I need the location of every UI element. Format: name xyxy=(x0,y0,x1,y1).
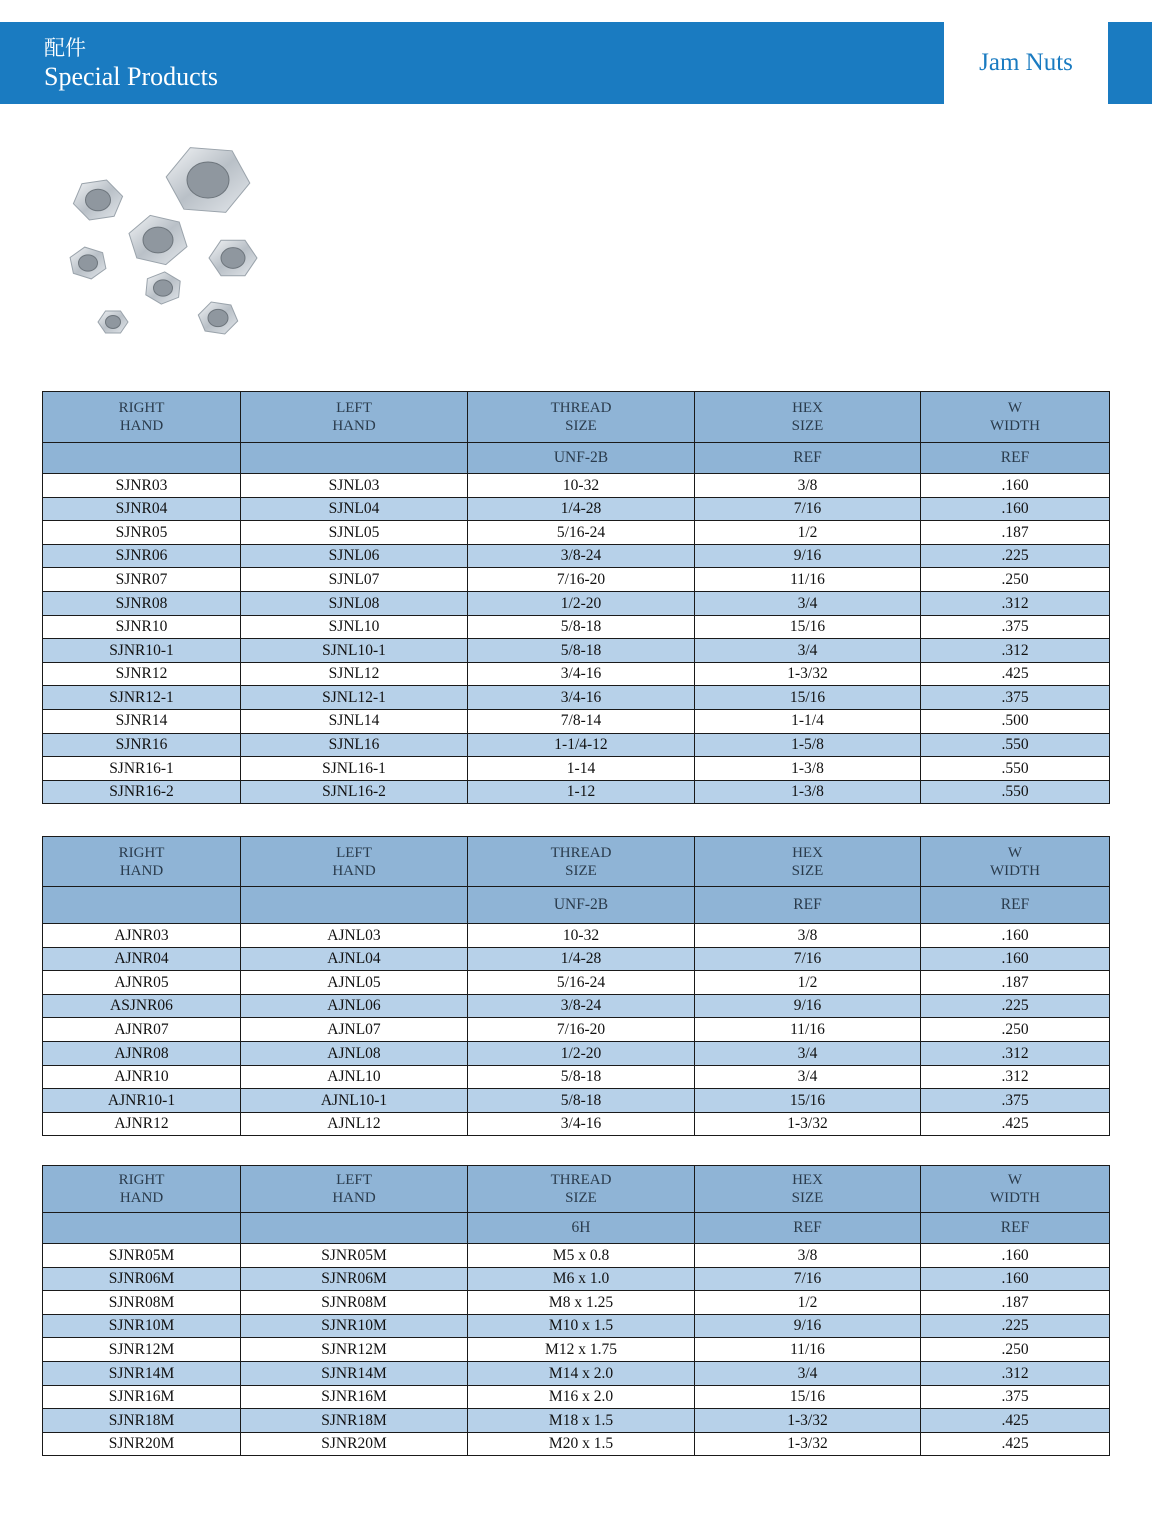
left-hand-cell: SJNL04 xyxy=(241,497,468,521)
thread-size-cell: 5/16-24 xyxy=(468,971,695,995)
hex-size-cell: 1-3/32 xyxy=(695,662,921,686)
right-hand-header xyxy=(43,837,241,887)
w-width-cell: .225 xyxy=(921,544,1110,568)
jam-nuts-photo xyxy=(58,140,268,345)
w-width-cell: .160 xyxy=(921,474,1110,498)
left-hand-cell: AJNL12 xyxy=(241,1112,468,1136)
hex-size-cell: 1-1/4 xyxy=(695,709,921,733)
table-row xyxy=(43,521,1110,545)
table-row xyxy=(43,780,1110,804)
nut-hole xyxy=(187,162,229,198)
thread-size-cell: M16 x 2.0 xyxy=(468,1385,695,1409)
header-label: SIZE xyxy=(565,418,597,434)
right-hand-header xyxy=(43,392,241,443)
right-hand-cell: SJNR06 xyxy=(43,544,241,568)
table-row xyxy=(43,662,1110,686)
thread-size-cell: 1/2-20 xyxy=(468,591,695,615)
hex-size-cell: 9/16 xyxy=(695,544,921,568)
header-label: RIGHT xyxy=(118,1172,165,1188)
w-width-cell: .550 xyxy=(921,733,1110,757)
w-width-cell: .550 xyxy=(921,757,1110,781)
right-hand-cell: SJNR05 xyxy=(43,521,241,545)
left-hand-subheader xyxy=(241,887,468,924)
left-hand-cell: SJNR05M xyxy=(241,1244,468,1268)
hex-size-cell: 7/16 xyxy=(695,1267,921,1291)
header-label: SIZE xyxy=(791,862,824,879)
header-label: THREAD xyxy=(550,1172,612,1188)
jam-nut-table-1 xyxy=(42,391,1110,804)
left-hand-cell: SJNL14 xyxy=(241,709,468,733)
header-label: HAND xyxy=(332,862,376,879)
hex-size-cell: 3/4 xyxy=(695,1041,921,1065)
left-hand-header xyxy=(241,1166,468,1213)
right-hand-cell: SJNR16M xyxy=(43,1385,241,1409)
w-width-cell: .425 xyxy=(921,1409,1110,1433)
table-row xyxy=(43,709,1110,733)
header-label: LEFT xyxy=(336,844,372,861)
right-hand-cell: SJNR18M xyxy=(43,1409,241,1433)
left-hand-cell: SJNR10M xyxy=(241,1314,468,1338)
thread-size-cell: 3/4-16 xyxy=(468,686,695,710)
header-label: HAND xyxy=(119,1190,164,1206)
right-hand-cell: SJNR10M xyxy=(43,1314,241,1338)
w-width-cell: .375 xyxy=(921,615,1110,639)
thread-size-cell: 7/8-14 xyxy=(468,709,695,733)
left-hand-cell: SJNL08 xyxy=(241,591,468,615)
w-width-cell: .312 xyxy=(921,591,1110,615)
table-row xyxy=(43,497,1110,521)
hex-size-cell: 9/16 xyxy=(695,994,921,1018)
w-width-cell: .312 xyxy=(921,1065,1110,1089)
right-hand-subheader xyxy=(43,887,241,924)
hex-size-cell: 15/16 xyxy=(695,615,921,639)
thread-size-subheader: 6H xyxy=(468,1213,695,1244)
header-row xyxy=(43,1166,1110,1213)
table-row xyxy=(43,1409,1110,1433)
w-width-cell: .425 xyxy=(921,1432,1110,1456)
left-hand-cell: AJNL08 xyxy=(241,1041,468,1065)
header-row xyxy=(43,837,1110,887)
thread-size-cell: 10-32 xyxy=(468,924,695,948)
table-row xyxy=(43,615,1110,639)
left-hand-cell: SJNL07 xyxy=(241,568,468,592)
nut-hole xyxy=(86,189,111,211)
w-width-cell: .550 xyxy=(921,780,1110,804)
hex-size-subheader: REF xyxy=(695,1213,921,1244)
left-hand-cell: SJNL12-1 xyxy=(241,686,468,710)
header-label: HEX xyxy=(792,400,823,416)
thread-size-cell: M6 x 1.0 xyxy=(468,1267,695,1291)
right-hand-cell: SJNR03 xyxy=(43,474,241,498)
hex-size-cell: 3/8 xyxy=(695,924,921,948)
hex-size-cell: 3/4 xyxy=(695,591,921,615)
thread-size-cell: 1-12 xyxy=(468,780,695,804)
jam-nut-table-2 xyxy=(42,836,1110,1136)
left-hand-cell: SJNL16-1 xyxy=(241,757,468,781)
thread-size-cell: 1-14 xyxy=(468,757,695,781)
thread-size-cell: 1/4-28 xyxy=(468,497,695,521)
header-label: HAND xyxy=(119,862,164,879)
left-hand-cell: SJNL05 xyxy=(241,521,468,545)
table-row xyxy=(43,686,1110,710)
right-hand-cell: AJNR04 xyxy=(43,947,241,971)
table-row xyxy=(43,1112,1110,1136)
w-width-header xyxy=(921,837,1110,887)
header-label: W xyxy=(1007,400,1023,416)
subheader-row xyxy=(43,443,1110,474)
header-label: SIZE xyxy=(565,1190,597,1206)
hex-size-header xyxy=(695,837,921,887)
w-width-cell: .375 xyxy=(921,686,1110,710)
right-hand-cell: SJNR12 xyxy=(43,662,241,686)
thread-size-header xyxy=(468,392,695,443)
w-width-cell: .187 xyxy=(921,521,1110,545)
right-hand-subheader xyxy=(43,1213,241,1244)
w-width-subheader: REF xyxy=(921,887,1110,924)
right-hand-subheader xyxy=(43,443,241,474)
table-row xyxy=(43,924,1110,948)
w-width-cell: .375 xyxy=(921,1385,1110,1409)
accent-bar xyxy=(1108,22,1152,104)
left-hand-cell: SJNR08M xyxy=(241,1291,468,1315)
header-label: LEFT xyxy=(336,400,372,416)
table-row xyxy=(43,1244,1110,1268)
table-row xyxy=(43,733,1110,757)
table-row xyxy=(43,1385,1110,1409)
right-hand-cell: SJNR16-2 xyxy=(43,780,241,804)
w-width-cell: .312 xyxy=(921,1361,1110,1385)
header-label: HEX xyxy=(792,844,823,861)
header-label: RIGHT xyxy=(118,844,165,861)
right-hand-cell: AJNR12 xyxy=(43,1112,241,1136)
hex-size-cell: 1-3/32 xyxy=(695,1112,921,1136)
left-hand-cell: SJNR20M xyxy=(241,1432,468,1456)
left-hand-header xyxy=(241,392,468,443)
header-label: WIDTH xyxy=(990,862,1040,879)
nut-hole xyxy=(221,248,245,269)
left-hand-cell: SJNL12 xyxy=(241,662,468,686)
thread-size-cell: M5 x 0.8 xyxy=(468,1244,695,1268)
thread-size-cell: 3/4-16 xyxy=(468,1112,695,1136)
thread-size-cell: 5/8-18 xyxy=(468,1089,695,1113)
header-row xyxy=(43,392,1110,443)
nut-hole xyxy=(208,309,228,326)
table-row xyxy=(43,568,1110,592)
hex-size-cell: 7/16 xyxy=(695,947,921,971)
thread-size-subheader: UNF-2B xyxy=(468,887,695,924)
w-width-cell: .425 xyxy=(921,1112,1110,1136)
left-hand-header xyxy=(241,837,468,887)
right-hand-cell: SJNR08M xyxy=(43,1291,241,1315)
hex-size-cell: 3/4 xyxy=(695,639,921,663)
left-hand-cell: SJNL16-2 xyxy=(241,780,468,804)
left-hand-cell: SJNR16M xyxy=(241,1385,468,1409)
hex-size-cell: 1-3/32 xyxy=(695,1409,921,1433)
table-row xyxy=(43,1291,1110,1315)
w-width-cell: .187 xyxy=(921,971,1110,995)
right-hand-header xyxy=(43,1166,241,1213)
hex-size-subheader: REF xyxy=(695,887,921,924)
thread-size-cell: M14 x 2.0 xyxy=(468,1361,695,1385)
right-hand-cell: SJNR16-1 xyxy=(43,757,241,781)
thread-size-header xyxy=(468,837,695,887)
right-hand-cell: SJNR12-1 xyxy=(43,686,241,710)
chinese-title: 配件 xyxy=(44,36,86,60)
w-width-cell: .375 xyxy=(921,1089,1110,1113)
w-width-cell: .500 xyxy=(921,709,1110,733)
table-row xyxy=(43,591,1110,615)
thread-size-cell: 5/8-18 xyxy=(468,1065,695,1089)
w-width-cell: .160 xyxy=(921,1244,1110,1268)
hex-size-cell: 3/4 xyxy=(695,1065,921,1089)
right-hand-cell: SJNR08 xyxy=(43,591,241,615)
w-width-subheader: REF xyxy=(921,1213,1110,1244)
header-label: THREAD xyxy=(550,844,612,861)
hex-size-cell: 1/2 xyxy=(695,971,921,995)
right-hand-cell: SJNR07 xyxy=(43,568,241,592)
hex-size-cell: 11/16 xyxy=(695,1338,921,1362)
left-hand-subheader xyxy=(241,443,468,474)
right-hand-cell: SJNR16 xyxy=(43,733,241,757)
thread-size-cell: 3/4-16 xyxy=(468,662,695,686)
right-hand-cell: SJNR05M xyxy=(43,1244,241,1268)
header-label: W xyxy=(1007,1172,1023,1188)
right-hand-cell: AJNR05 xyxy=(43,971,241,995)
left-hand-cell: AJNL10-1 xyxy=(241,1089,468,1113)
header-label: LEFT xyxy=(336,1172,372,1188)
header-label: WIDTH xyxy=(990,1190,1040,1206)
left-hand-cell: SJNR06M xyxy=(241,1267,468,1291)
hex-size-cell: 15/16 xyxy=(695,686,921,710)
table-row xyxy=(43,1267,1110,1291)
header-label: WIDTH xyxy=(990,418,1040,434)
w-width-cell: .160 xyxy=(921,947,1110,971)
hex-size-cell: 9/16 xyxy=(695,1314,921,1338)
right-hand-cell: ASJNR06 xyxy=(43,994,241,1018)
table-row xyxy=(43,1018,1110,1042)
table-row xyxy=(43,1089,1110,1113)
subheader-row xyxy=(43,887,1110,924)
w-width-cell: .250 xyxy=(921,1018,1110,1042)
right-hand-cell: AJNR10 xyxy=(43,1065,241,1089)
hex-size-cell: 1/2 xyxy=(695,521,921,545)
w-width-cell: .250 xyxy=(921,1338,1110,1362)
w-width-cell: .225 xyxy=(921,994,1110,1018)
left-hand-cell: SJNL03 xyxy=(241,474,468,498)
header-banner xyxy=(0,22,944,104)
table-row xyxy=(43,1338,1110,1362)
w-width-cell: .250 xyxy=(921,568,1110,592)
page-title: Special Products xyxy=(44,62,219,91)
w-width-cell: .312 xyxy=(921,639,1110,663)
hex-size-cell: 7/16 xyxy=(695,497,921,521)
hex-size-subheader: REF xyxy=(695,443,921,474)
left-hand-cell: SJNL10-1 xyxy=(241,639,468,663)
thread-size-cell: 5/8-18 xyxy=(468,615,695,639)
left-hand-cell: SJNR18M xyxy=(241,1409,468,1433)
header-label: RIGHT xyxy=(118,400,165,416)
left-hand-cell: AJNL05 xyxy=(241,971,468,995)
right-hand-cell: SJNR06M xyxy=(43,1267,241,1291)
header-label: HAND xyxy=(332,418,376,434)
thread-size-subheader: UNF-2B xyxy=(468,443,695,474)
hex-size-cell: 11/16 xyxy=(695,1018,921,1042)
right-hand-cell: SJNR10-1 xyxy=(43,639,241,663)
left-hand-cell: SJNL16 xyxy=(241,733,468,757)
thread-size-cell: 5/16-24 xyxy=(468,521,695,545)
table-row xyxy=(43,947,1110,971)
hex-size-cell: 1/2 xyxy=(695,1291,921,1315)
w-width-header xyxy=(921,1166,1110,1213)
right-hand-cell: SJNR20M xyxy=(43,1432,241,1456)
header-label: HAND xyxy=(332,1190,376,1206)
w-width-header xyxy=(921,392,1110,443)
nut-hole xyxy=(106,316,121,329)
right-hand-cell: SJNR14 xyxy=(43,709,241,733)
right-hand-cell: AJNR03 xyxy=(43,924,241,948)
thread-size-cell: M12 x 1.75 xyxy=(468,1338,695,1362)
thread-size-cell: 7/16-20 xyxy=(468,568,695,592)
hex-size-cell: 3/4 xyxy=(695,1361,921,1385)
left-hand-cell: SJNL06 xyxy=(241,544,468,568)
table-row xyxy=(43,639,1110,663)
hex-size-cell: 15/16 xyxy=(695,1385,921,1409)
hex-size-cell: 3/8 xyxy=(695,474,921,498)
right-hand-cell: AJNR10-1 xyxy=(43,1089,241,1113)
left-hand-cell: AJNL03 xyxy=(241,924,468,948)
left-hand-cell: AJNL06 xyxy=(241,994,468,1018)
right-hand-cell: SJNR04 xyxy=(43,497,241,521)
table-row xyxy=(43,971,1110,995)
hex-size-cell: 15/16 xyxy=(695,1089,921,1113)
left-hand-cell: SJNR12M xyxy=(241,1338,468,1362)
section-title: Jam Nuts xyxy=(979,49,1073,76)
hex-size-cell: 1-3/32 xyxy=(695,1432,921,1456)
hex-size-header xyxy=(695,1166,921,1213)
left-hand-cell: AJNL10 xyxy=(241,1065,468,1089)
table-row xyxy=(43,994,1110,1018)
hex-size-cell: 11/16 xyxy=(695,568,921,592)
right-hand-cell: SJNR12M xyxy=(43,1338,241,1362)
header-label: SIZE xyxy=(791,1190,824,1206)
nut-hole xyxy=(143,227,173,253)
thread-size-cell: 3/8-24 xyxy=(468,544,695,568)
w-width-cell: .225 xyxy=(921,1314,1110,1338)
thread-size-cell: 1/2-20 xyxy=(468,1041,695,1065)
left-hand-subheader xyxy=(241,1213,468,1244)
w-width-cell: .425 xyxy=(921,662,1110,686)
table-row xyxy=(43,1065,1110,1089)
hex-size-header xyxy=(695,392,921,443)
header-label: HAND xyxy=(119,418,164,434)
hex-size-cell: 1-5/8 xyxy=(695,733,921,757)
thread-size-cell: M10 x 1.5 xyxy=(468,1314,695,1338)
thread-size-cell: M8 x 1.25 xyxy=(468,1291,695,1315)
table-row xyxy=(43,1432,1110,1456)
left-hand-cell: AJNL04 xyxy=(241,947,468,971)
jam-nut-table-3 xyxy=(42,1165,1110,1456)
right-hand-cell: SJNR10 xyxy=(43,615,241,639)
hex-size-cell: 3/8 xyxy=(695,1244,921,1268)
thread-size-cell: M20 x 1.5 xyxy=(468,1432,695,1456)
subheader-row xyxy=(43,1213,1110,1244)
left-hand-cell: AJNL07 xyxy=(241,1018,468,1042)
w-width-cell: .187 xyxy=(921,1291,1110,1315)
left-hand-cell: SJNL10 xyxy=(241,615,468,639)
right-hand-cell: AJNR07 xyxy=(43,1018,241,1042)
w-width-cell: .160 xyxy=(921,497,1110,521)
header-label: SIZE xyxy=(791,418,824,434)
table-row xyxy=(43,544,1110,568)
thread-size-cell: 3/8-24 xyxy=(468,994,695,1018)
left-hand-cell: SJNR14M xyxy=(241,1361,468,1385)
header-label: SIZE xyxy=(565,862,597,879)
table-row xyxy=(43,474,1110,498)
w-width-cell: .160 xyxy=(921,1267,1110,1291)
table-row xyxy=(43,1314,1110,1338)
table-row xyxy=(43,757,1110,781)
hex-size-cell: 1-3/8 xyxy=(695,780,921,804)
header-label: THREAD xyxy=(550,400,612,416)
thread-size-cell: 7/16-20 xyxy=(468,1018,695,1042)
hex-size-cell: 1-3/8 xyxy=(695,757,921,781)
thread-size-cell: M18 x 1.5 xyxy=(468,1409,695,1433)
thread-size-cell: 1-1/4-12 xyxy=(468,733,695,757)
table-row xyxy=(43,1041,1110,1065)
nut-hole xyxy=(79,255,98,271)
w-width-cell: .160 xyxy=(921,924,1110,948)
thread-size-header xyxy=(468,1166,695,1213)
thread-size-cell: 10-32 xyxy=(468,474,695,498)
thread-size-cell: 5/8-18 xyxy=(468,639,695,663)
right-hand-cell: AJNR08 xyxy=(43,1041,241,1065)
table-row xyxy=(43,1361,1110,1385)
right-hand-cell: SJNR14M xyxy=(43,1361,241,1385)
header-label: HEX xyxy=(792,1172,823,1188)
w-width-cell: .312 xyxy=(921,1041,1110,1065)
nut-hole xyxy=(154,280,173,296)
thread-size-cell: 1/4-28 xyxy=(468,947,695,971)
header-label: W xyxy=(1007,844,1023,861)
w-width-subheader: REF xyxy=(921,443,1110,474)
